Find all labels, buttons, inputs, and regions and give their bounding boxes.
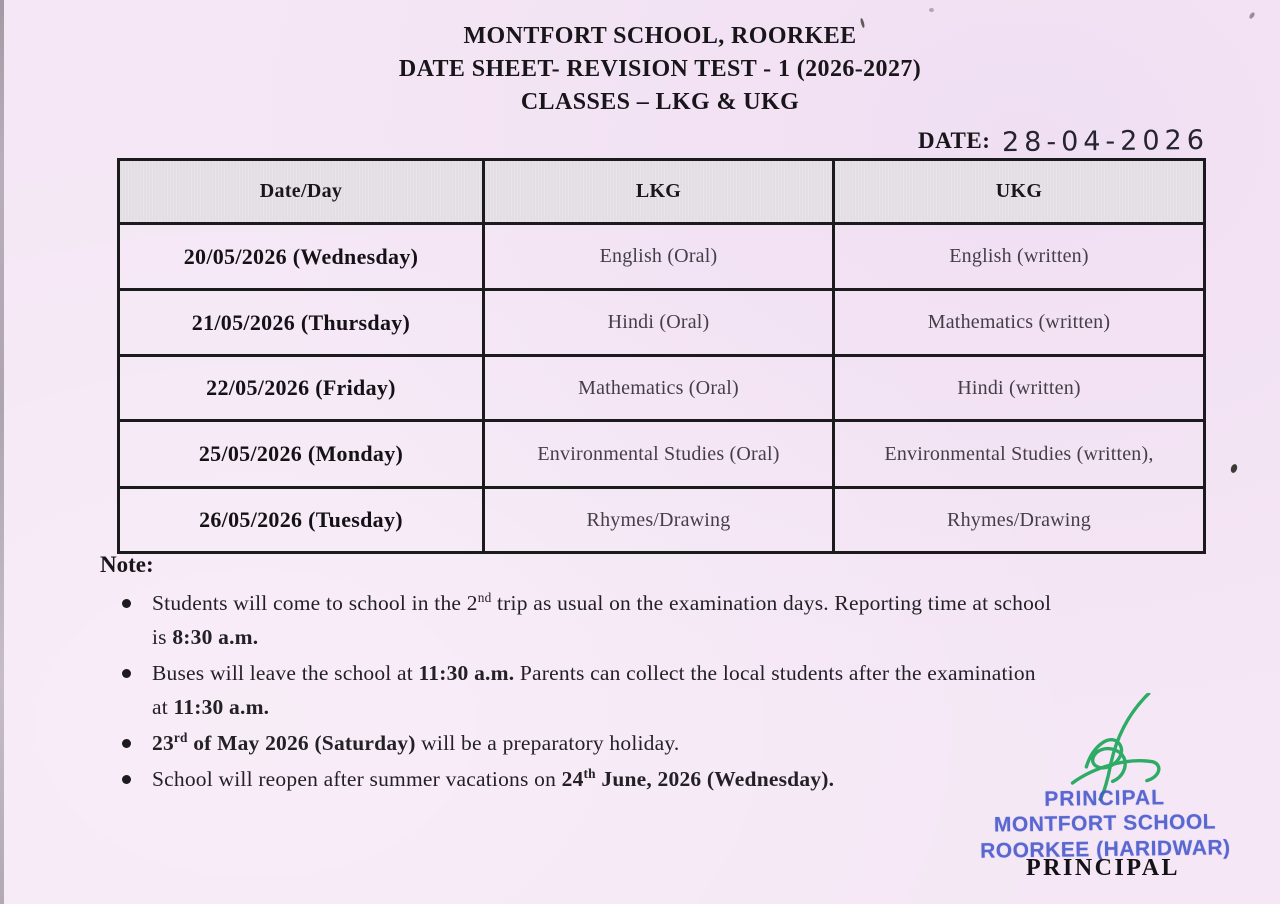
date-value-handwritten: 28-04-2026 [1002,124,1210,159]
bullet-icon [122,775,131,784]
table-row [119,224,1205,290]
ukg-subject-cell: Rhymes/Drawing [834,488,1205,553]
classes-line: CLASSES – LKG & UKG [520,89,800,115]
table-row [119,290,1205,356]
school-name: MONTFORT SCHOOL, ROORKEE [463,23,857,49]
scan-artifact [1248,11,1255,19]
lkg-subject-cell: English (Oral) [484,224,834,290]
lkg-subject-cell: Hindi (Oral) [484,290,834,356]
date-day-cell: 20/05/2026 (Wednesday) [119,224,484,290]
scan-artifact [929,8,934,12]
note-text: Buses will leave the school at 11:30 a.m. Parents can collect the local students after the examination at 11:30 a.m. [152,661,1036,719]
notes-heading: Note: [100,552,154,577]
table-row [119,421,1205,488]
column-header-lkg: LKG [484,160,834,224]
date-day-cell: 21/05/2026 (Thursday) [119,290,484,356]
column-header-ukg: UKG [834,160,1205,224]
note-text: Students will come to school in the 2nd trip as usual on the examination days. Reporting time at school is 8:30 a.m. [152,589,1052,649]
bullet-icon [122,739,131,748]
stamp-title: PRINCIPAL [1044,786,1166,811]
table-header-row [119,160,1205,224]
scan-edge-shadow [0,0,4,904]
lkg-subject-cell: Rhymes/Drawing [484,488,834,553]
date-day-cell: 26/05/2026 (Tuesday) [119,488,484,553]
date-day-cell: 25/05/2026 (Monday) [119,421,484,488]
date-line [918,126,1209,157]
ukg-subject-cell: Mathematics (written) [834,290,1205,356]
date-sheet-table [117,158,1206,554]
bullet-icon [122,599,131,608]
lkg-subject-cell: Mathematics (Oral) [484,356,834,421]
lkg-subject-cell: Environmental Studies (Oral) [484,421,834,488]
document-title: DATE SHEET- REVISION TEST - 1 (2026-2027) [398,56,922,82]
bullet-icon [122,669,131,678]
date-label: DATE: [918,128,991,153]
list-item [118,586,1218,654]
ukg-subject-cell: English (written) [834,224,1205,290]
date-day-cell: 22/05/2026 (Friday) [119,356,484,421]
principal-stamp [974,784,1235,865]
stamp-school: MONTFORT SCHOOL [993,810,1217,837]
ukg-subject-cell: Environmental Studies (written), [834,421,1205,488]
note-text: 23rd of May 2026 (Saturday) will be a preparatory holiday. [152,729,680,755]
note-text: School will reopen after summer vacations on 24th June, 2026 (Wednesday). [152,765,835,791]
ukg-subject-cell: Hindi (written) [834,356,1205,421]
table-row [119,356,1205,421]
table-row [119,488,1205,553]
scan-artifact [1230,463,1239,474]
stamp-location: ROORKEE (HARIDWAR) [979,836,1231,863]
column-header-date-day: Date/Day [119,160,484,224]
document-header [40,20,1280,119]
printed-principal-title: PRINCIPAL [1026,855,1181,881]
